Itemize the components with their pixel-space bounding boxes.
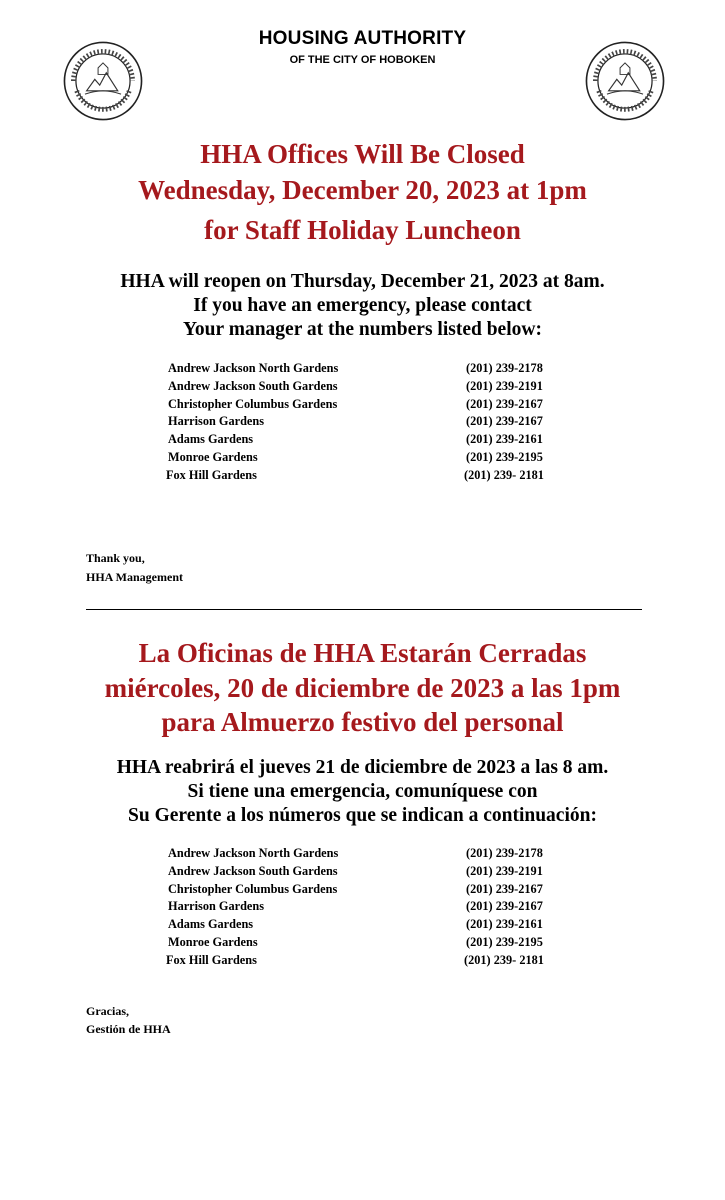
- spanish-body-line-3: Su Gerente a los números que se indican a continuación:: [128, 805, 597, 826]
- spanish-headline-line-1: La Oficinas de HHA Estarán Cerradas: [138, 638, 587, 668]
- spanish-signature: Gestión de HHA: [86, 1022, 171, 1036]
- section-divider: [86, 609, 642, 610]
- english-contact-list: [168, 361, 568, 486]
- contact-phone: (201) 239-2167: [466, 899, 543, 914]
- contact-phone: (201) 239-2178: [466, 361, 543, 375]
- spanish-contact-list: [168, 846, 568, 971]
- contact-row: [168, 432, 568, 450]
- contact-phone: (201) 239-2191: [466, 378, 543, 393]
- spanish-headline-line-2: miércoles, 20 de diciembre de 2023 a las 1pm: [104, 673, 621, 703]
- contact-row: [168, 953, 568, 971]
- contact-phone: (201) 239- 2181: [464, 467, 544, 482]
- contact-row: [168, 864, 568, 882]
- contact-name: Andrew Jackson South Gardens: [168, 863, 338, 878]
- english-headline-line-1: HHA Offices Will Be Closed: [200, 139, 525, 169]
- letterhead-title: HOUSING AUTHORITY: [258, 28, 467, 49]
- contact-phone: (201) 239-2167: [466, 881, 543, 896]
- contact-phone: (201) 239-2167: [466, 414, 543, 429]
- contact-name: Fox Hill Gardens: [166, 952, 257, 967]
- contact-row: [168, 361, 568, 379]
- contact-phone: (201) 239-2195: [466, 449, 543, 464]
- spanish-body-line-2: Si tiene una emergencia, comuníquese con: [187, 781, 538, 802]
- contact-name: Harrison Gardens: [168, 414, 264, 429]
- contact-row: [168, 450, 568, 468]
- letterhead-subtitle: OF THE CITY OF HOBOKEN: [289, 54, 436, 66]
- contact-row: [168, 846, 568, 864]
- english-closing: Thank you,: [86, 551, 145, 565]
- contact-name: Monroe Gardens: [168, 934, 258, 949]
- contact-row: [168, 468, 568, 486]
- contact-name: Fox Hill Gardens: [166, 467, 257, 482]
- contact-name: Adams Gardens: [168, 432, 254, 447]
- contact-name: Harrison Gardens: [168, 899, 264, 914]
- contact-name: Monroe Gardens: [168, 449, 258, 464]
- contact-phone: (201) 239-2161: [466, 917, 543, 932]
- contact-name: Andrew Jackson North Gardens: [168, 361, 339, 375]
- contact-name: Christopher Columbus Gardens: [168, 396, 338, 411]
- spanish-body-line-1: HHA reabrirá el jueves 21 de diciembre de 2023 a las 8 am.: [116, 757, 609, 778]
- spanish-closing: Gracias,: [86, 1004, 129, 1018]
- contact-name: Adams Gardens: [168, 917, 254, 932]
- contact-row: [168, 379, 568, 397]
- hoboken-housing-authority-seal-left: [62, 40, 144, 122]
- english-signature: HHA Management: [86, 570, 183, 584]
- english-headline-line-3: for Staff Holiday Luncheon: [204, 215, 521, 245]
- contact-row: [168, 397, 568, 415]
- hoboken-housing-authority-seal-right: [584, 40, 666, 122]
- english-headline-line-2: Wednesday, December 20, 2023 at 1pm: [138, 175, 587, 205]
- contact-row: [168, 917, 568, 935]
- contact-phone: (201) 239-2178: [466, 846, 543, 860]
- contact-name: Andrew Jackson South Gardens: [168, 378, 338, 393]
- contact-phone: (201) 239-2167: [466, 396, 543, 411]
- contact-phone: (201) 239- 2181: [464, 952, 544, 967]
- contact-row: [168, 935, 568, 953]
- spanish-headline-line-3: para Almuerzo festivo del personal: [161, 707, 564, 737]
- english-body-line-3: Your manager at the numbers listed below:: [183, 319, 542, 340]
- english-body-line-1: HHA will reopen on Thursday, December 21, 2023 at 8am.: [120, 271, 605, 292]
- contact-name: Andrew Jackson North Gardens: [168, 846, 339, 860]
- contact-row: [168, 414, 568, 432]
- contact-phone: (201) 239-2191: [466, 863, 543, 878]
- contact-row: [168, 882, 568, 900]
- contact-name: Christopher Columbus Gardens: [168, 881, 338, 896]
- contact-phone: (201) 239-2195: [466, 934, 543, 949]
- contact-row: [168, 899, 568, 917]
- contact-phone: (201) 239-2161: [466, 432, 543, 447]
- english-body-line-2: If you have an emergency, please contact: [193, 295, 532, 316]
